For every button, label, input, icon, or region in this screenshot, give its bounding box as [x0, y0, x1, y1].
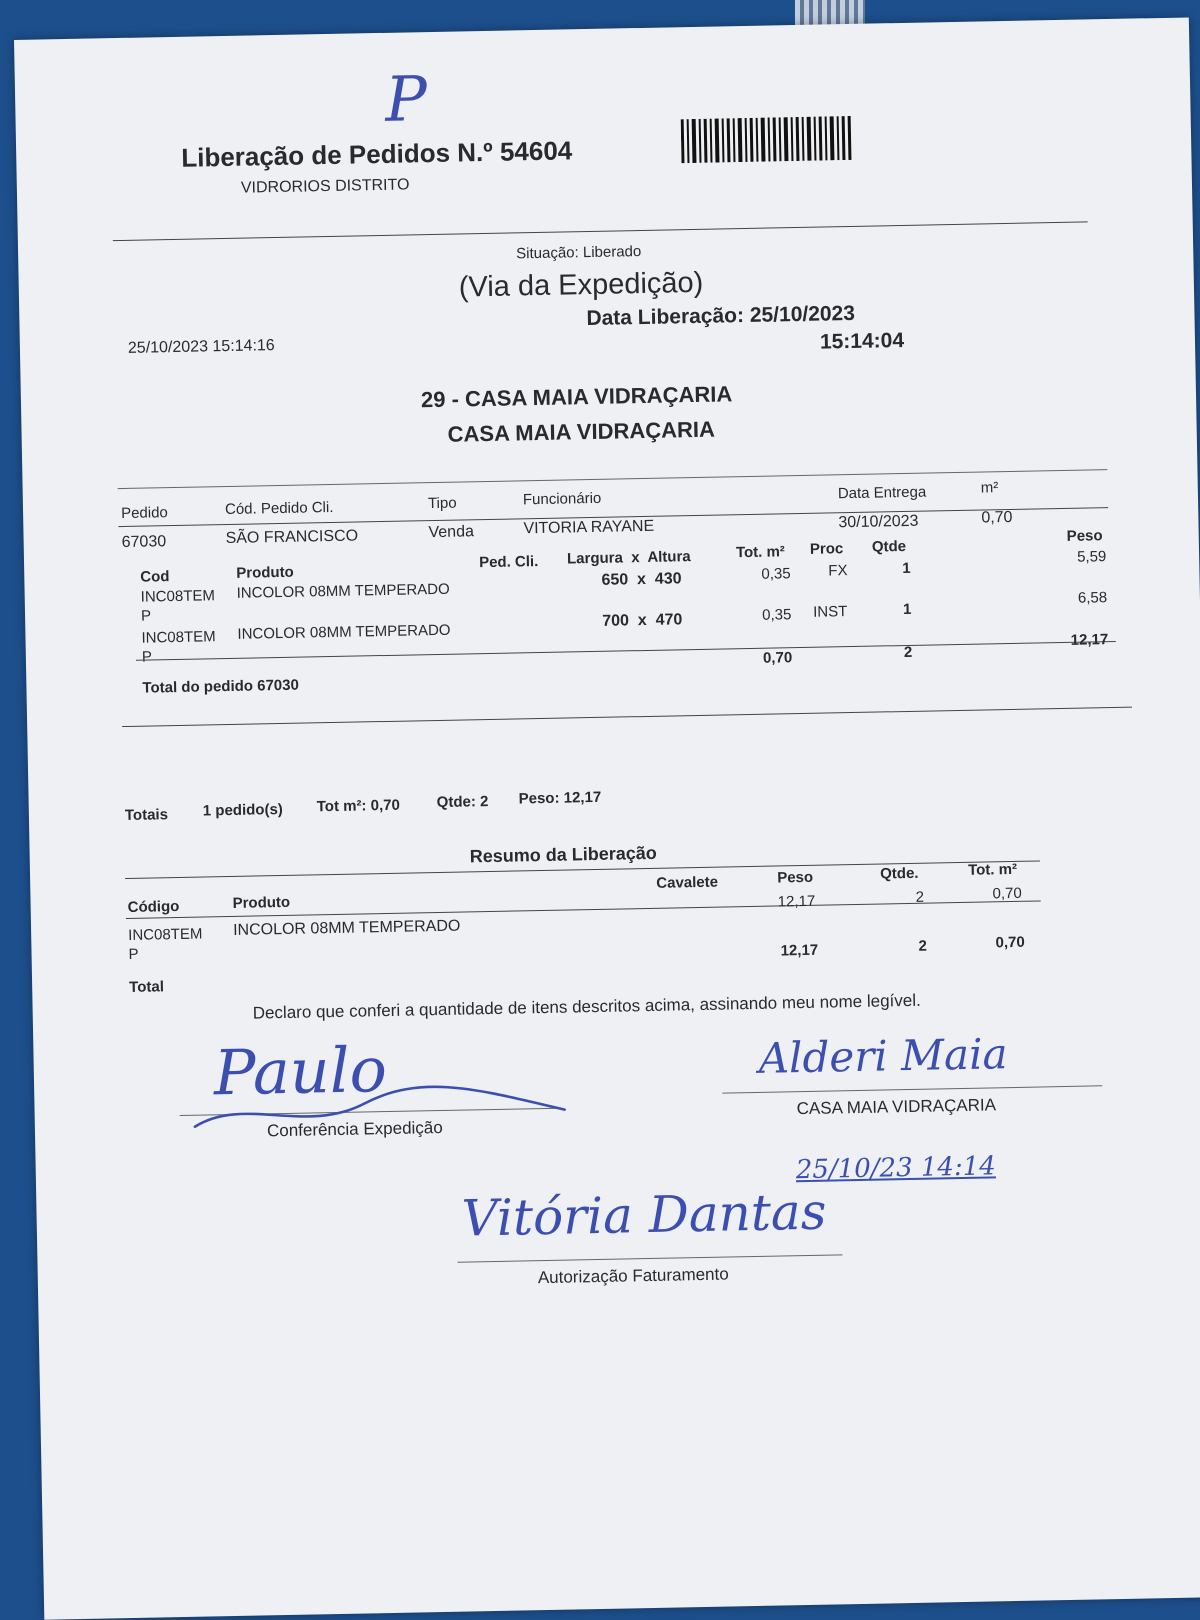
item-2-cod-line1: INC08TEM — [141, 628, 216, 647]
order-m2: 0,70 — [981, 508, 1013, 527]
item-header-ped-cli: Ped. Cli. — [478, 553, 539, 572]
order-table-top-rule — [118, 469, 1108, 489]
company-name: VIDRORIOS DISTRITO — [240, 176, 410, 197]
summary-header-codigo: Código — [127, 897, 180, 916]
totals-qtde: Qtde: 2 — [436, 793, 489, 812]
order-total-qtde: 2 — [903, 643, 913, 662]
item-header-produto: Produto — [236, 563, 294, 582]
item-1-cod — [141, 586, 216, 625]
order-section-bottom-rule — [122, 707, 1132, 727]
summary-total-tot-m2: 0,70 — [995, 933, 1025, 952]
summary-header-cavalete: Cavalete — [656, 873, 719, 892]
summary-row-cod-line2: P — [128, 945, 139, 963]
item-1-tot-m2: 0,35 — [761, 565, 791, 583]
client-line-2: CASA MAIA VIDRAÇARIA — [447, 416, 716, 447]
summary-row-produto: INCOLOR 08MM TEMPERADO — [232, 917, 461, 939]
summary-row-cod — [128, 925, 203, 964]
release-time: 15:14:04 — [819, 328, 905, 354]
summary-header-tot-m2: Tot. m² — [967, 860, 1018, 879]
order-tipo: Venda — [428, 523, 475, 542]
order-funcionario: VITORIA RAYANE — [523, 517, 655, 538]
item-1-dimensions: 650 x 430 — [601, 570, 682, 589]
totals-pedidos: 1 pedido(s) — [202, 800, 284, 820]
summary-header-produto: Produto — [232, 893, 291, 912]
item-2-cod — [141, 627, 216, 666]
signature-date-note: 25/10/23 14:14 — [795, 1151, 997, 1186]
item-2-produto: INCOLOR 08MM TEMPERADO — [237, 621, 451, 643]
item-1-cod-line2: P — [140, 607, 152, 625]
item-2-tot-m2: 0,35 — [762, 606, 792, 624]
signature-casa-maia: Alderi Maia — [758, 1029, 1009, 1083]
summary-title: Resumo da Liberação — [469, 842, 657, 867]
summary-header-peso: Peso — [777, 868, 814, 887]
summary-header-qtde: Qtde. — [880, 864, 919, 883]
col-header-funcionario: Funcionário — [522, 489, 602, 509]
item-1-proc: FX — [828, 562, 848, 580]
item-2-dimensions: 700 x 470 — [602, 611, 683, 630]
declaration-text: Declaro que conferi a quantidade de itens descritos acima, assinando meu nome legível. — [252, 990, 921, 1023]
signature-label-right: CASA MAIA VIDRAÇARIA — [796, 1095, 997, 1119]
item-1-peso: 5,59 — [1076, 548, 1107, 566]
order-data-entrega: 30/10/2023 — [838, 512, 919, 532]
barcode — [681, 116, 854, 163]
item-2-proc: INST — [812, 603, 848, 621]
item-1-qtde: 1 — [902, 559, 911, 578]
summary-row-qtde: 2 — [915, 888, 925, 906]
col-header-tipo: Tipo — [427, 494, 457, 513]
summary-total-peso: 12,17 — [780, 941, 819, 960]
col-header-cod-cli: Cód. Pedido Cli. — [224, 498, 334, 519]
document-page — [14, 17, 1200, 1619]
signature-line-bottom — [458, 1254, 843, 1262]
summary-row-cod-line1: INC08TEM — [128, 925, 203, 944]
client-line-1: 29 - CASA MAIA VIDRAÇARIA — [420, 381, 733, 413]
summary-total-label: Total — [129, 978, 165, 996]
signature-flourish — [184, 1059, 585, 1147]
col-header-m2: m² — [980, 479, 999, 497]
item-header-cod: Cod — [140, 568, 170, 586]
col-header-pedido: Pedido — [120, 504, 168, 523]
signature-label-left: Conferência Expedição — [266, 1117, 443, 1141]
order-total-peso: 12,17 — [1070, 631, 1109, 649]
signature-line-right — [722, 1085, 1102, 1093]
handwritten-mark: P — [384, 62, 428, 136]
item-header-dimensions: Largura x Altura — [566, 548, 691, 568]
totals-m2: Tot m²: 0,70 — [316, 796, 401, 816]
copy-type: (Via da Expedição) — [458, 266, 704, 304]
signature-label-bottom: Autorização Faturamento — [537, 1264, 729, 1288]
item-header-peso: Peso — [1066, 527, 1103, 545]
item-header-proc: Proc — [809, 540, 844, 558]
item-header-tot-m2: Tot. m² — [735, 543, 786, 562]
order-cod-cli: SÃO FRANCISCO — [225, 527, 359, 548]
summary-row-peso: 12,17 — [777, 892, 816, 911]
header-divider — [113, 221, 1088, 241]
release-date — [586, 302, 855, 331]
signature-conferencia: Paulo — [213, 1033, 388, 1110]
col-header-data-entrega: Data Entrega — [837, 483, 927, 503]
summary-total-qtde: 2 — [918, 937, 928, 955]
order-total-m2: 0,70 — [762, 649, 793, 667]
item-2-qtde: 1 — [902, 600, 912, 619]
summary-row-tot-m2: 0,70 — [992, 884, 1022, 903]
release-date-label: Data Liberação: — [586, 304, 745, 331]
items-bottom-rule — [136, 641, 1116, 661]
totals-label: Totais — [124, 806, 169, 825]
print-timestamp: 25/10/2023 15:14:16 — [127, 337, 275, 357]
order-total-label: Total do pedido 67030 — [142, 676, 300, 697]
item-1-produto: INCOLOR 08MM TEMPERADO — [236, 580, 450, 602]
item-header-qtde: Qtde — [871, 537, 907, 556]
status-text: Situação: Liberado — [516, 242, 642, 263]
totals-peso: Peso: 12,17 — [518, 788, 602, 808]
item-2-peso: 6,58 — [1077, 589, 1108, 607]
item-2-cod-line2: P — [141, 648, 153, 666]
document-title: Liberação de Pedidos N.º 54604 — [181, 135, 573, 173]
item-1-cod-line1: INC08TEM — [140, 587, 216, 606]
signature-autorizacao: Vitória Dantas — [461, 1182, 827, 1248]
order-pedido: 67030 — [121, 533, 167, 552]
release-date-value: 25/10/2023 — [749, 301, 856, 327]
